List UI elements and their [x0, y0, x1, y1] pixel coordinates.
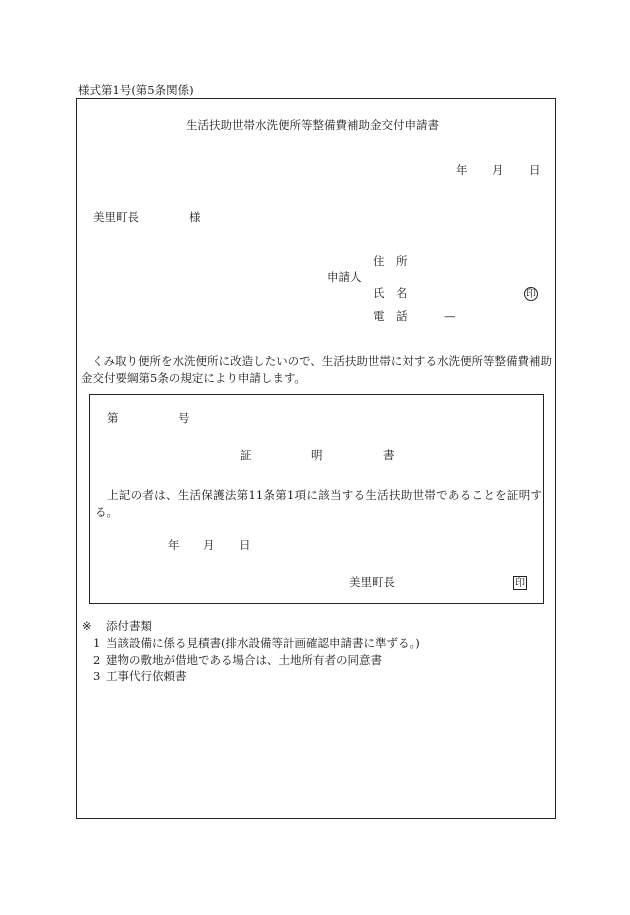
attachments-note-icon: ※	[82, 619, 92, 633]
certificate-seal-icon: 印	[515, 578, 525, 589]
date-month-label: 月	[492, 163, 504, 177]
certificate-issuer: 美里町長	[349, 575, 395, 589]
certificate-body: 上記の者は、生活保護法第11条第1項に該当する生活扶助世帯であることを証明する。	[95, 488, 542, 519]
applicant-name-label: 氏 名	[373, 286, 408, 300]
applicant-phone-label: 電 話	[373, 309, 408, 323]
attachment-item-text: 工事代行依頼書	[106, 669, 187, 683]
form-number: 様式第1号(第5条関係)	[78, 83, 194, 97]
attachments-heading: 添付書類	[106, 619, 152, 633]
form-title: 生活扶助世帯水洗便所等整備費補助金交付申請書	[186, 118, 439, 132]
applicant-address-label: 住 所	[373, 254, 408, 268]
date-day-label: 日	[529, 163, 541, 177]
application-body: くみ取り便所を水洗便所に改造したいので、生活扶助世帯に対する水洗便所等整備費補助金交付要綱第5条の規定により申請します。	[81, 354, 552, 385]
applicant-phone-dash: —	[444, 309, 456, 323]
certificate-date-year: 年	[168, 538, 180, 552]
certificate-title-char-3: 書	[383, 448, 395, 462]
certificate-date-day: 日	[239, 538, 251, 552]
attachment-item-number: 1	[93, 636, 101, 650]
certificate-title-char-1: 証	[240, 448, 252, 462]
attachment-item-text: 当該設備に係る見積書(排水設備等計画確認申請書に準ずる。)	[106, 636, 420, 650]
applicant-seal-icon: 印	[526, 289, 536, 300]
certificate-number-suffix: 号	[178, 411, 190, 425]
certificate-date-month: 月	[203, 538, 215, 552]
applicant-label: 申請人	[327, 270, 362, 284]
addressee-honorific: 様	[189, 210, 201, 224]
attachment-item-number: 3	[93, 669, 101, 683]
date-year-label: 年	[456, 163, 468, 177]
attachment-item-text: 建物の敷地が借地である場合は、土地所有者の同意書	[106, 653, 382, 667]
attachment-item-number: 2	[93, 653, 101, 667]
certificate-title-char-2: 明	[311, 448, 323, 462]
certificate-number-prefix: 第	[107, 411, 119, 425]
addressee-name: 美里町長	[93, 210, 139, 224]
